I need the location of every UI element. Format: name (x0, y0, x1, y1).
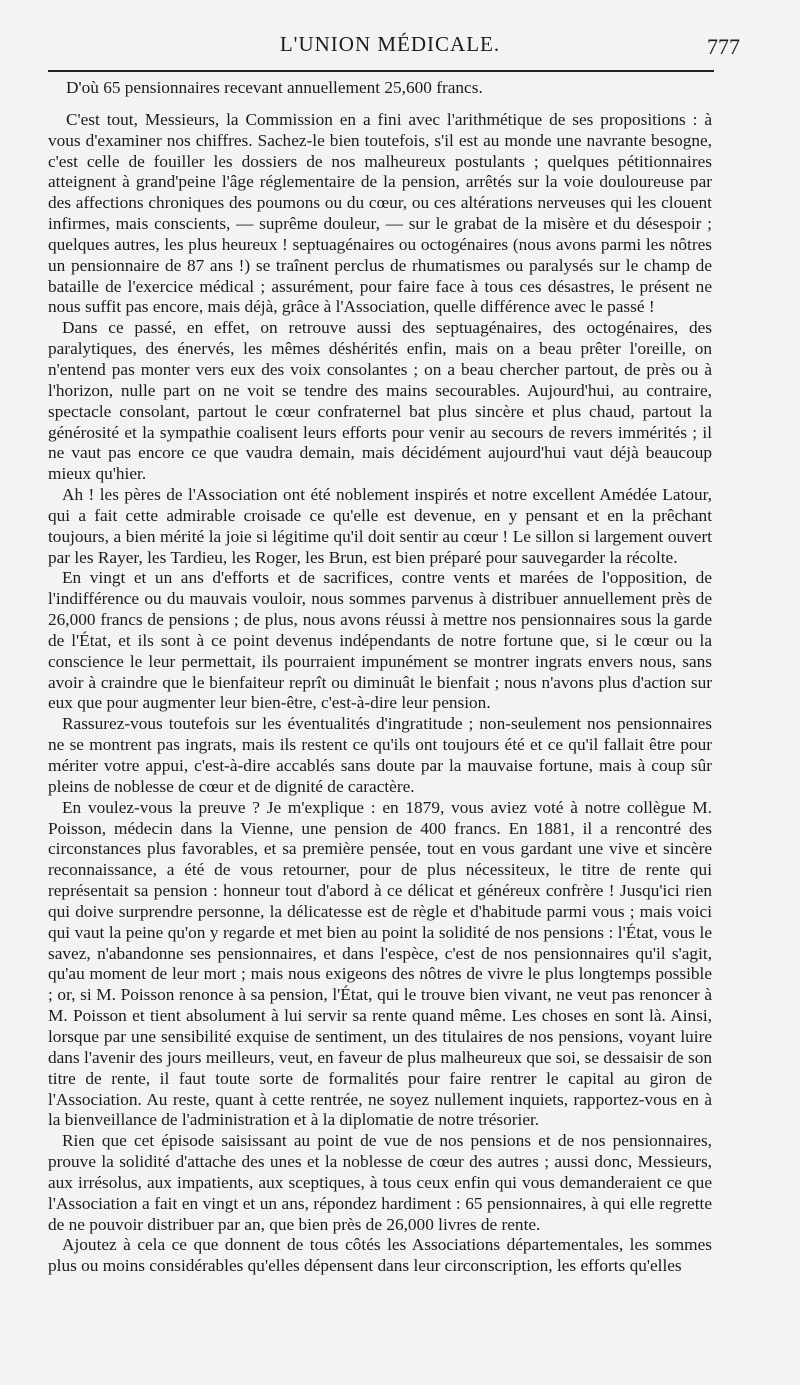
running-header (48, 30, 740, 60)
paragraph: Rassurez-vous toutefois sur les éventualités d'ingratitude ; non-seulement nos pensionnaires ne se montrent pas ingrats, mais ils restent ce qu'ils ont toujours été et ce qu'il fallait être pour mériter votre appui, c'est-à-dire accablés sans doute par la mauvaise fortune, mais à coup sûr pleins de noblesse de cœur et de dignité de caractère. (48, 714, 712, 796)
page-number: 777 (707, 34, 740, 59)
paragraph: Rien que cet épisode saisissant au point de vue de nos pensions et de nos pensionnaires, prouve la solidité d'attache des unes et la noblesse de cœur des autres ; aussi donc, Messieurs, aux irrésolus, aux impatients, aux sceptiques, à tous ceux enfin qui vous demanderaient ce que l'Association a fait en vingt et un ans, répondez hardiment : 65 pensionnaires, à qui elle regrette de ne pouvoir distribuer par an, que bien près de 26,000 livres de rente. (48, 1131, 712, 1234)
header-rule (48, 70, 714, 72)
paragraph: Ah ! les pères de l'Association ont été noblement inspirés et notre excellent Amédée Latour, qui a fait cette admirable croisade ce qu'elle est devenue, en y pensant et en la prêchant toujours, a bien mérité la joie si légitime qu'il doit sentir au cœur ! Le sillon si largement ouvert par les Rayer, les Tardieu, les Roger, les Brun, est bien préparé pour sauvegarder la récolte. (48, 485, 712, 567)
journal-title: L'UNION MÉDICALE. (279, 32, 501, 56)
paragraph: Dans ce passé, en effet, on retrouve aussi des septuagénaires, des octogénaires, des paralytiques, des énervés, les mêmes déshérités enfin, mais on a beau prêter l'oreille, on n'entend pas monter vers eux des voix consolantes ; on a beau chercher partout, de près ou à l'horizon, nulle part on ne voit se tendre des mains secourables. Aujourd'hui, au contraire, spectacle consolant, partout le cœur confraternel bat plus sincère et plus chaud, partout la générosité et la sympathie coalisent leurs efforts pour venir au secours de revers immérités ; il ne vaut pas encore ce que vaudra demain, mais décidément aujourd'hui vaut déjà beaucoup mieux qu'hier. (48, 318, 712, 484)
paragraph: En vingt et un ans d'efforts et de sacrifices, contre vents et marées de l'opposition, de l'indifférence ou du mauvais vouloir, nous sommes parvenus à distribuer annuellement près de 26,000 francs de pensions ; de plus, nous avons réussi à mettre nos pensionnaires sous la garde de l'État, et ils sont à ce point devenus indépendants de notre fortune que, si le cœur ou la conscience le leur permettait, ils pourraient impunément se montrer ingrats envers nous, sans avoir à craindre que le bienfaiteur reprît ou diminuât le bienfait ; nous n'avons plus d'action sur eux que pour augmenter leur bien-être, c'est-à-dire leur pension. (48, 568, 712, 713)
paragraph: En voulez-vous la preuve ? Je m'explique : en 1879, vous aviez voté à notre collègue M. Poisson, médecin dans la Vienne, une pension de 400 francs. En 1881, il a rencontré des circonstances plus favorables, et sa première pensée, tout en vous gardant une vive et sincère reconnaissance, a été de vous retourner, pour de plus nécessiteux, le titre de rente qui représentait sa pension : honneur tout d'abord à ce délicat et généreux confrère ! Jusqu'ici rien qui doive surprendre personne, la délicatesse est de règle et d'habitude parmi vous ; mais voici qui vaut la peine qu'on y regarde et met bien au point la solidité de nos pensions : l'État, vous le savez, n'abandonne ses pensionnaires, et dans l'espèce, c'est de nos pensionnaires qu'il s'agit, qu'au moment de leur mort ; mais nous exigeons des nôtres de vivre le plus longtemps possible ; or, si M. Poisson renonce à sa pension, l'État, qui le trouve bien vivant, ne veut pas renoncer à M. Poisson et tient absolument à lui servir sa rente quand même. Les choses en sont là. Ainsi, lorsque par une sensibilité exquise de sentiment, un des titulaires de nos pensions, voyant luire dans l'avenir des jours meilleurs, veut, en faveur de plus malheureux que soi, se dessaisir de son titre de rente, il faut toute sorte de formalités pour faire rentrer le capital au giron de l'Association. Au reste, quant à cette rentrée, ne soyez nullement inquiets, rapportez-vous en à la bienveillance de l'administration et à la diplomatie de notre trésorier. (48, 797, 712, 1130)
paragraph: D'où 65 pensionnaires recevant annuellement 25,600 francs. (66, 78, 483, 97)
article-body (48, 78, 712, 1277)
paragraph: Ajoutez à cela ce que donnent de tous côtés les Associations départementales, les sommes plus ou moins considérables qu'elles dépensent dans leur circonscription, les efforts qu'elles (48, 1235, 712, 1276)
paragraph: C'est tout, Messieurs, la Commission en a fini avec l'arithmétique de ses propositions : à vous d'examiner nos chiffres. Sachez-le bien toutefois, s'il est au monde une navrante besogne, c'est celle de fouiller les dossiers de nos malheureux postulants ; quelques pétitionnaires atteignent à grand'peine l'âge réglementaire de la pension, arrêtés sur la voie douloureuse par des affections chroniques des poumons ou du cœur, ou ces altérations nerveuses qui les clouent infirmes, mais conscients, — suprême douleur, — sur le grabat de la misère et du désespoir ; quelques autres, les plus heureux ! septuagénaires ou octogénaires (nous avons parmi les nôtres un pensionnaire de 87 ans !) se traînent perclus de rhumatismes ou paralysés sur le champ de bataille de l'exercice médical ; assurément, pour faire face à tous ces désastres, le présent ne nous suffit pas encore, mais déjà, grâce à l'Association, quelle différence avec le passé ! (48, 109, 712, 317)
